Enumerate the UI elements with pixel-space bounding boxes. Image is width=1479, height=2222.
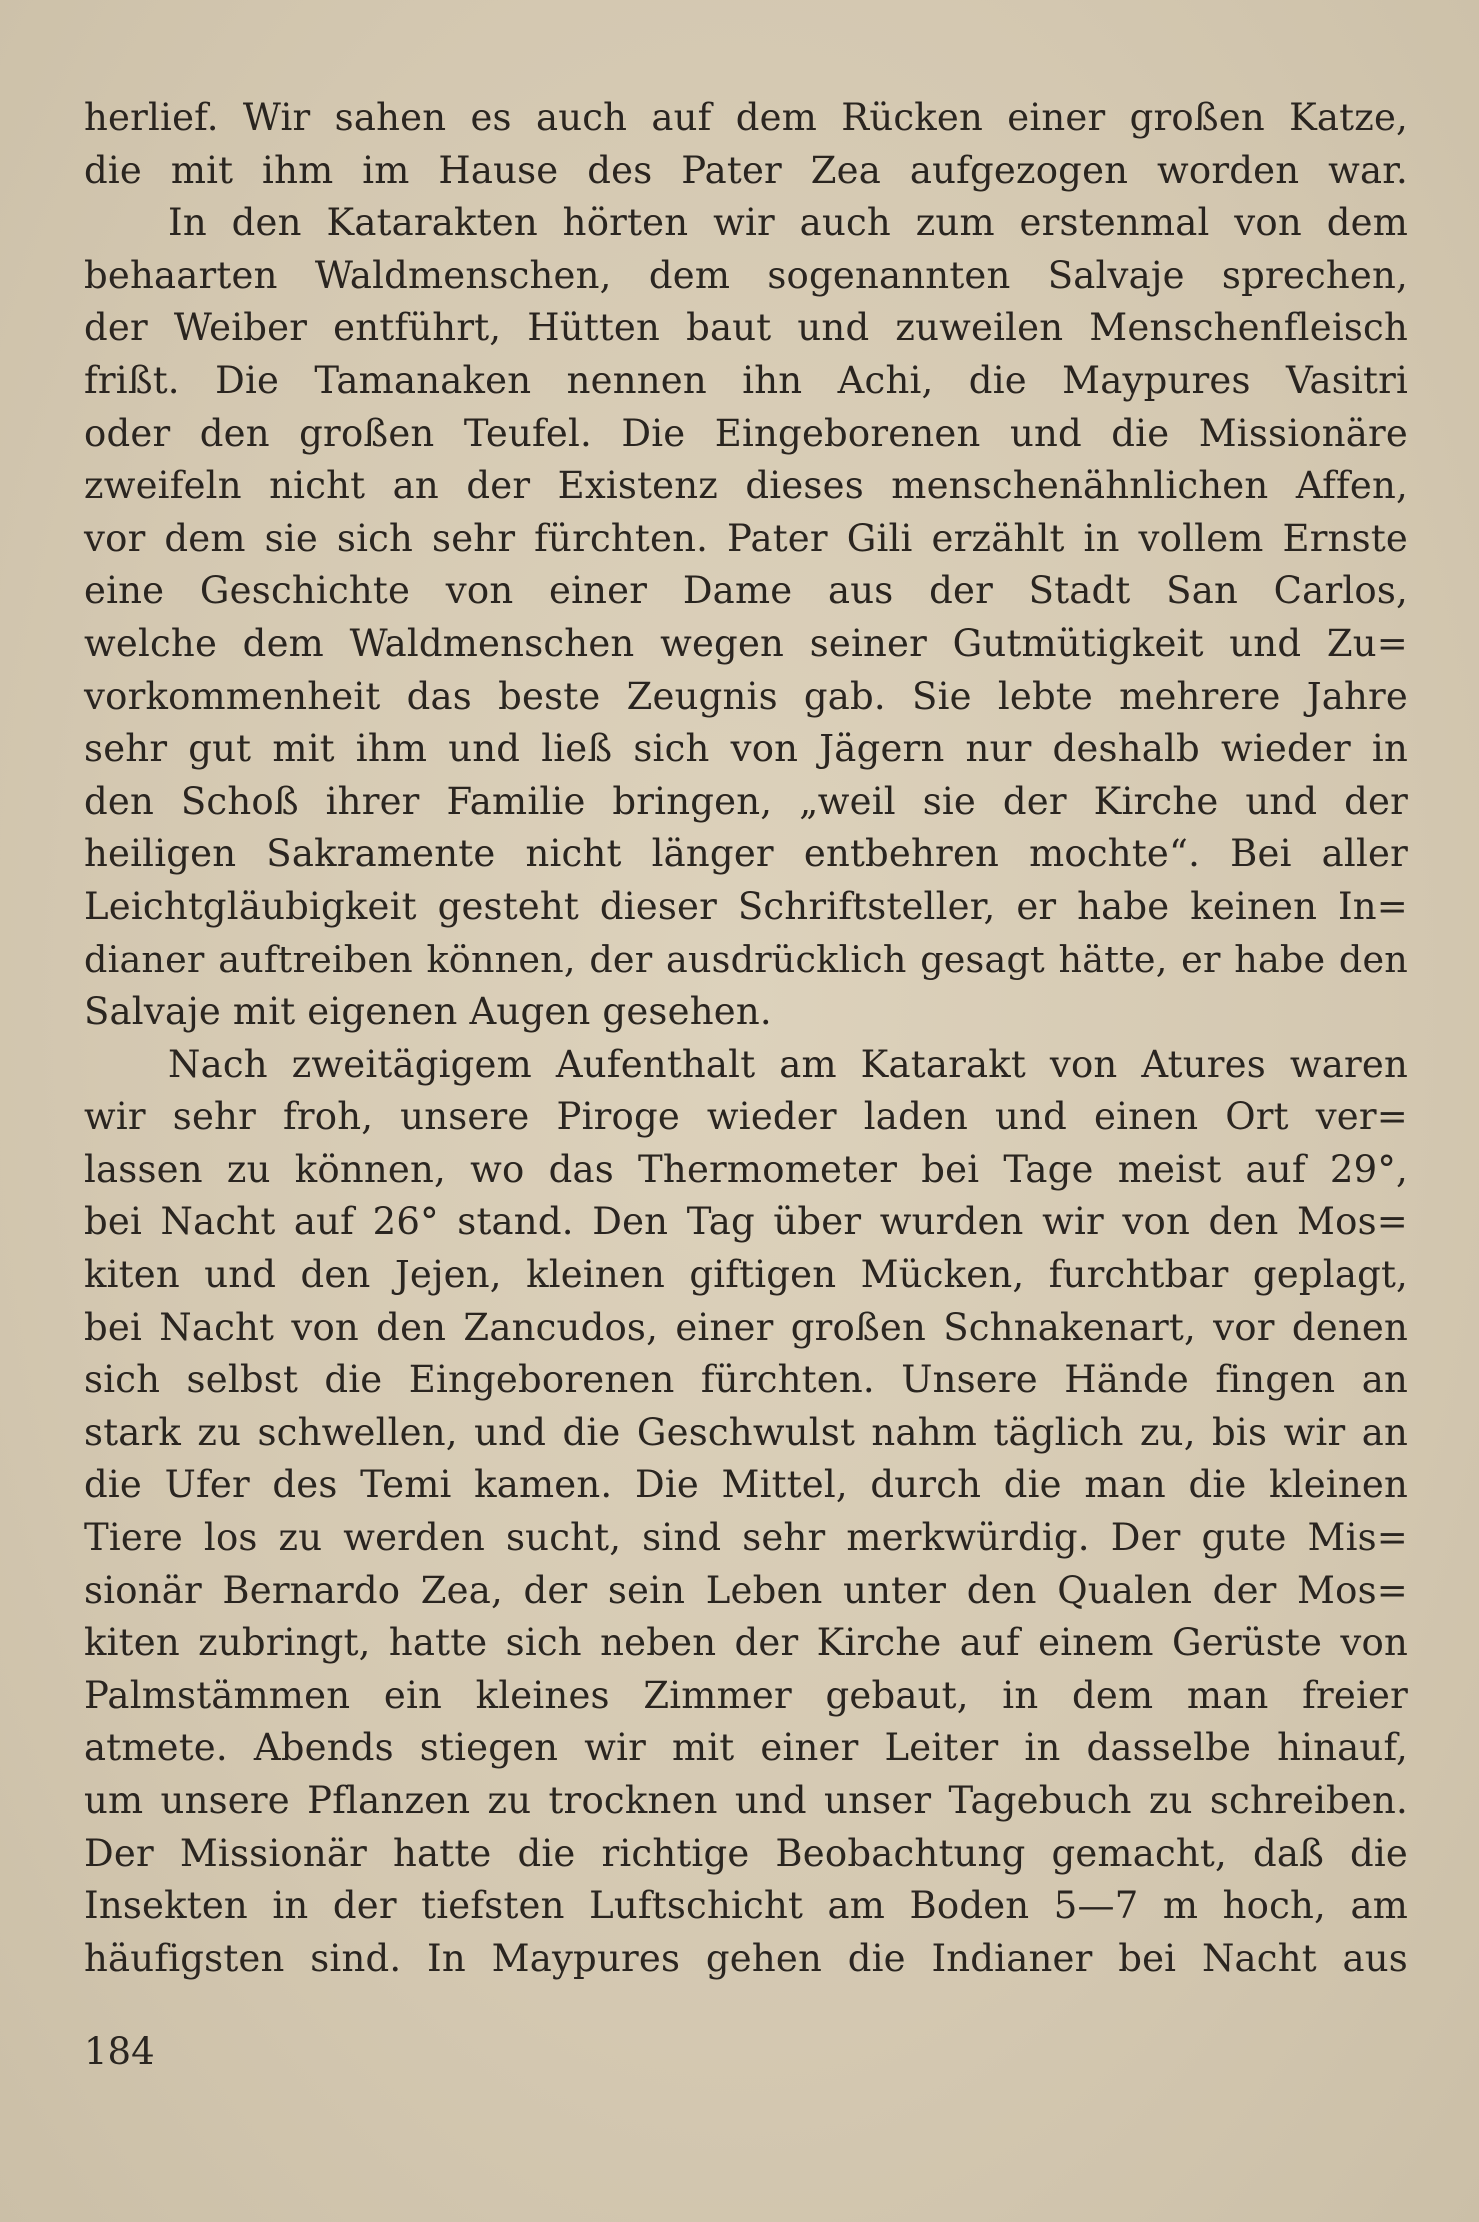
- text-line: welche dem Waldmenschen wegen seiner Gutmütigkeit und Zu=: [84, 621, 1408, 665]
- text-line: den Schoß ihrer Familie bringen, „weil sie der Kirche und der: [84, 779, 1408, 823]
- text-line: bei Nacht von den Zancudos, einer großen Schnakenart, vor denen: [84, 1305, 1408, 1349]
- text-line: um unsere Pflanzen zu trocknen und unser Tagebuch zu schreiben.: [84, 1779, 1408, 1822]
- text-line: lassen zu können, wo das Thermometer bei Tage meist auf 29°,: [84, 1147, 1408, 1191]
- text-line: vorkommenheit das beste Zeugnis gab. Sie lebte mehrere Jahre: [84, 674, 1408, 718]
- text-line: die mit ihm im Hause des Pater Zea aufgezogen worden war.: [84, 148, 1408, 192]
- text-line: Palmstämmen ein kleines Zimmer gebaut, in dem man freier: [84, 1673, 1408, 1717]
- text-line: stark zu schwellen, und die Geschwulst nahm täglich zu, bis wir an: [84, 1410, 1408, 1454]
- text-line: Tiere los zu werden sucht, sind sehr merkwürdig. Der gute Mis=: [84, 1516, 1408, 1560]
- text-line: Insekten in der tiefsten Luftschicht am Boden 5—7 m hoch, am: [84, 1884, 1408, 1928]
- text-line: Der Missionär hatte die richtige Beobachtung gemacht, daß die: [84, 1831, 1408, 1875]
- text-line: die Ufer des Temi kamen. Die Mittel, durch die man die kleinen: [84, 1463, 1408, 1507]
- page-number: 184: [84, 2030, 155, 2073]
- paragraph-start-line: Nach zweitägigem Aufenthalt am Katarakt von Atures waren: [168, 1042, 1408, 1086]
- text-line: wir sehr froh, unsere Piroge wieder laden und einen Ort ver=: [84, 1095, 1408, 1139]
- text-line: behaarten Waldmenschen, dem sogenannten Salvaje sprechen,: [84, 253, 1408, 297]
- text-line: herlief. Wir sahen es auch auf dem Rücken einer großen Katze,: [84, 96, 1408, 139]
- text-line: oder den großen Teufel. Die Eingeborenen und die Missionäre: [84, 411, 1408, 455]
- text-line: kiten und den Jejen, kleinen giftigen Mücken, furchtbar geplagt,: [84, 1253, 1408, 1297]
- text-line: Leichtgläubigkeit gesteht dieser Schriftsteller, er habe keinen In=: [84, 884, 1408, 928]
- text-line: heiligen Sakramente nicht länger entbehren mochte“. Bei aller: [84, 832, 1408, 876]
- text-line: sehr gut mit ihm und ließ sich von Jägern nur deshalb wieder in: [84, 727, 1408, 771]
- text-line: eine Geschichte von einer Dame aus der Stadt San Carlos,: [84, 569, 1408, 613]
- body-text: [84, 92, 1408, 1985]
- text-line: sich selbst die Eingeborenen fürchten. Unsere Hände fingen an: [84, 1358, 1408, 1402]
- text-line: dianer auftreiben können, der ausdrücklich gesagt hätte, er habe den: [84, 937, 1408, 981]
- paragraph-end-line: Salvaje mit eigenen Augen gesehen.: [84, 990, 772, 1034]
- text-line: bei Nacht auf 26° stand. Den Tag über wurden wir von den Mos=: [84, 1200, 1408, 1244]
- text-line: zweifeln nicht an der Existenz dieses menschenähnlichen Affen,: [84, 464, 1408, 508]
- text-line: häufigsten sind. In Maypures gehen die Indianer bei Nacht aus: [84, 1936, 1408, 1980]
- text-line: frißt. Die Tamanaken nennen ihn Achi, die Maypures Vasitri: [84, 358, 1408, 402]
- text-line: kiten zubringt, hatte sich neben der Kirche auf einem Gerüste von: [84, 1621, 1408, 1665]
- text-line: der Weiber entführt, Hütten baut und zuweilen Menschenfleisch: [84, 306, 1408, 350]
- text-line: atmete. Abends stiegen wir mit einer Leiter in dasselbe hinauf,: [84, 1726, 1408, 1770]
- paragraph-start-line: In den Katarakten hörten wir auch zum erstenmal von dem: [168, 201, 1408, 245]
- text-line: sionär Bernardo Zea, der sein Leben unter den Qualen der Mos=: [84, 1568, 1408, 1612]
- text-line: vor dem sie sich sehr fürchten. Pater Gili erzählt in vollem Ernste: [84, 516, 1408, 560]
